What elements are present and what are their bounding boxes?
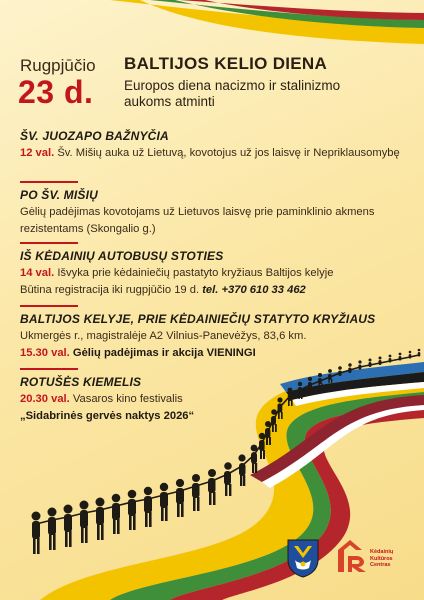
- event-baltic-way-cross: [20, 311, 400, 362]
- date-number: 23 d.: [18, 74, 94, 110]
- event-time: 12 val.: [20, 147, 55, 159]
- culture-center-line: Kultūros: [370, 555, 393, 562]
- event-after-mass: [20, 187, 400, 238]
- event-text: Gėlių padėjimas ir akcija VIENINGI: [72, 347, 256, 359]
- date-label: Rugpjūčio: [20, 56, 96, 75]
- culture-center-line: Centras: [370, 562, 391, 568]
- event-title: BALTIJOS KELYJE, PRIE KĖDAINIEČIŲ STATYTO KRYŽIAUS: [20, 312, 376, 326]
- event-title: ROTUŠĖS KIEMELIS: [20, 375, 142, 389]
- divider: [20, 305, 78, 307]
- event-body: [20, 345, 400, 362]
- event-body: [20, 265, 400, 282]
- event-text: Vasaros kino festivalis: [72, 393, 183, 405]
- divider: [20, 242, 78, 244]
- event-bus-station: [20, 248, 400, 299]
- divider: [20, 181, 78, 183]
- event-time: 14 val.: [20, 267, 55, 279]
- event-title: ŠV. JUOZAPO BAŽNYČIA: [20, 129, 169, 143]
- kedainiai-coat-of-arms-icon: [286, 538, 320, 578]
- event-registration: [20, 282, 400, 299]
- event-text: Šv. Mišių auka už Lietuvą, kovotojus už jos laisvę ir Nepriklausomybę: [57, 147, 400, 159]
- registration-text: Būtina registracija iki rugpjūčio 19 d.: [20, 284, 200, 296]
- event-text: Išvyka prie kėdainiečių pastatyto kryžiaus Baltijos kelyje: [57, 267, 334, 279]
- event-time: 15.30 val.: [20, 347, 70, 359]
- page-title: BALTIJOS KELIO DIENA: [124, 54, 328, 73]
- culture-center-name: [370, 549, 393, 569]
- event-town-hall-yard: [20, 374, 400, 425]
- festival-name: „Sidabrinės gervės naktys 2026“: [20, 410, 195, 422]
- event-body: [20, 391, 400, 408]
- event-time: 20.30 val.: [20, 393, 70, 405]
- event-location: Ukmergės r., magistralėje A2 Vilnius-Panevėžys, 83,6 km.: [20, 330, 307, 342]
- top-flag-ribbon: [110, 0, 424, 44]
- divider: [20, 368, 78, 370]
- event-church: [20, 128, 400, 162]
- culture-center-line: Kėdainių: [370, 549, 394, 555]
- event-body: [20, 145, 400, 162]
- event-title: IŠ KĖDAINIŲ AUTOBUSŲ STOTIES: [20, 249, 224, 263]
- event-title: PO ŠV. MIŠIŲ: [20, 188, 98, 202]
- page-subtitle: Europos diena nacizmo ir stalinizmo aukoms atminti: [124, 78, 341, 109]
- kedainiai-culture-center-logo-icon: [334, 538, 368, 574]
- event-text: Gėlių padėjimas kovotojams už Lietuvos laisvę prie paminklinio akmens rezistentams (Skongalio g.): [20, 206, 375, 235]
- phone-number: tel. +370 610 33 462: [202, 284, 306, 296]
